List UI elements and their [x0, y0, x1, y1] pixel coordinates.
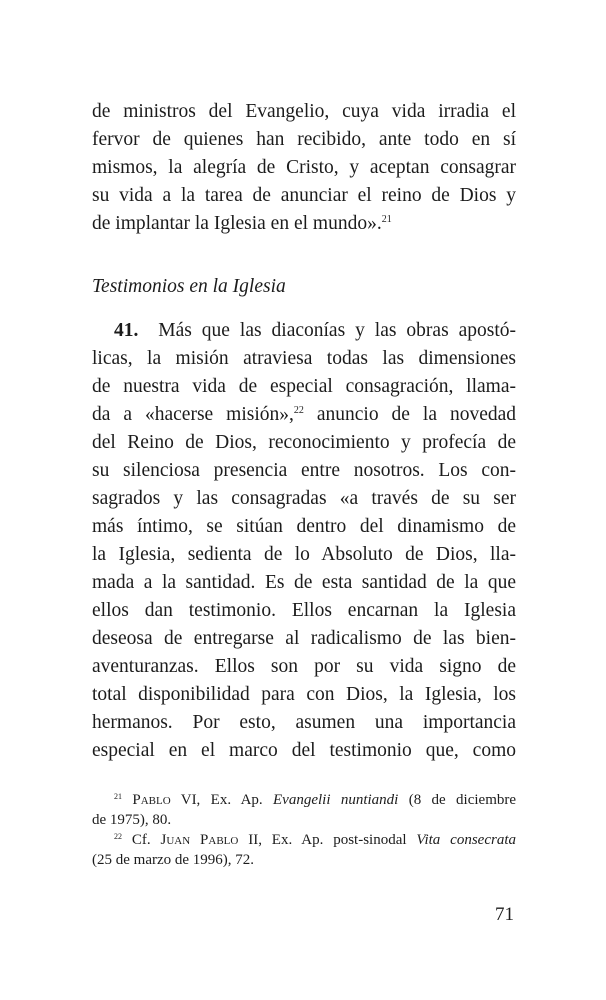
footnote-author: Juan Pablo	[160, 832, 239, 848]
footnote-ref: 22	[293, 405, 304, 416]
text-line: deseosa de entregarse al radicalismo de las bien-	[92, 628, 516, 649]
footnote-work: Evangelii nuntiandi	[273, 792, 399, 808]
text-line: especial en el marco del testimonio que, como	[92, 740, 516, 761]
text-line: su silenciosa presencia entre nosotros. Los con-	[92, 460, 516, 481]
line-text: Más que las diaconías y las obras apostó-	[158, 320, 517, 341]
text-line	[92, 401, 516, 429]
footnote-line	[92, 830, 516, 850]
footnote-number: 22	[114, 832, 122, 841]
paragraph-number: 41.	[114, 320, 139, 341]
footnote-ref: 21	[381, 214, 392, 225]
footnote-line	[92, 790, 516, 810]
text-line: ellos dan testimonio. Ellos encarnan la Iglesia	[92, 600, 516, 621]
continuation-paragraph	[92, 98, 516, 238]
footnote-line: de 1975), 80.	[92, 812, 172, 828]
page-number: 71	[495, 904, 514, 925]
text-line: aventuranzas. Ellos son por su vida signo de	[92, 656, 516, 677]
line-text: da a «hacerse misión»,	[92, 404, 294, 425]
text-line: más íntimo, se sitúan dentro del dinamismo de	[92, 516, 516, 537]
text-line: licas, la misión atraviesa todas las dimensiones	[92, 348, 516, 369]
footnote-text: VI, Ex. Ap.	[170, 792, 274, 808]
footnote-work: Vita consecrata	[416, 832, 516, 848]
text-line: de ministros del Evangelio, cuya vida irradia el	[92, 101, 516, 122]
text-line: total disponibilidad para con Dios, la Iglesia, los	[92, 684, 516, 705]
text-line: de nuestra vida de especial consagración, llama-	[92, 376, 516, 397]
line-text: de implantar la Iglesia en el mundo».	[92, 213, 382, 234]
footnote-text: Cf.	[122, 832, 161, 848]
text-line: su vida a la tarea de anunciar el reino de Dios y	[92, 185, 516, 206]
footnote-text: (8 de diciembre	[398, 792, 517, 808]
footnote-line: (25 de marzo de 1996), 72.	[92, 852, 255, 868]
text-line: fervor de quienes han recibido, ante todo en sí	[92, 129, 516, 150]
text-line: mismos, la alegría de Cristo, y aceptan consagrar	[92, 157, 516, 178]
text-line: la Iglesia, sedienta de lo Absoluto de Dios, lla-	[92, 544, 516, 565]
footnotes	[92, 790, 516, 870]
text-line	[92, 317, 516, 345]
section-heading: Testimonios en la Iglesia	[92, 276, 286, 297]
text-line: del Reino de Dios, reconocimiento y profecía de	[92, 432, 516, 453]
text-line: sagrados y las consagradas «a través de su ser	[92, 488, 516, 509]
text-line: mada a la santidad. Es de esta santidad de la que	[92, 572, 516, 593]
text-line: hermanos. Por esto, asumen una importancia	[92, 712, 516, 733]
footnote-text: II, Ex. Ap. post-sinodal	[238, 832, 417, 848]
paragraph-41	[92, 317, 516, 765]
footnote-author: Pablo	[132, 792, 171, 808]
line-text: anuncio de la novedad	[303, 404, 516, 425]
text-line	[92, 210, 516, 238]
footnote-number: 21	[114, 792, 122, 801]
